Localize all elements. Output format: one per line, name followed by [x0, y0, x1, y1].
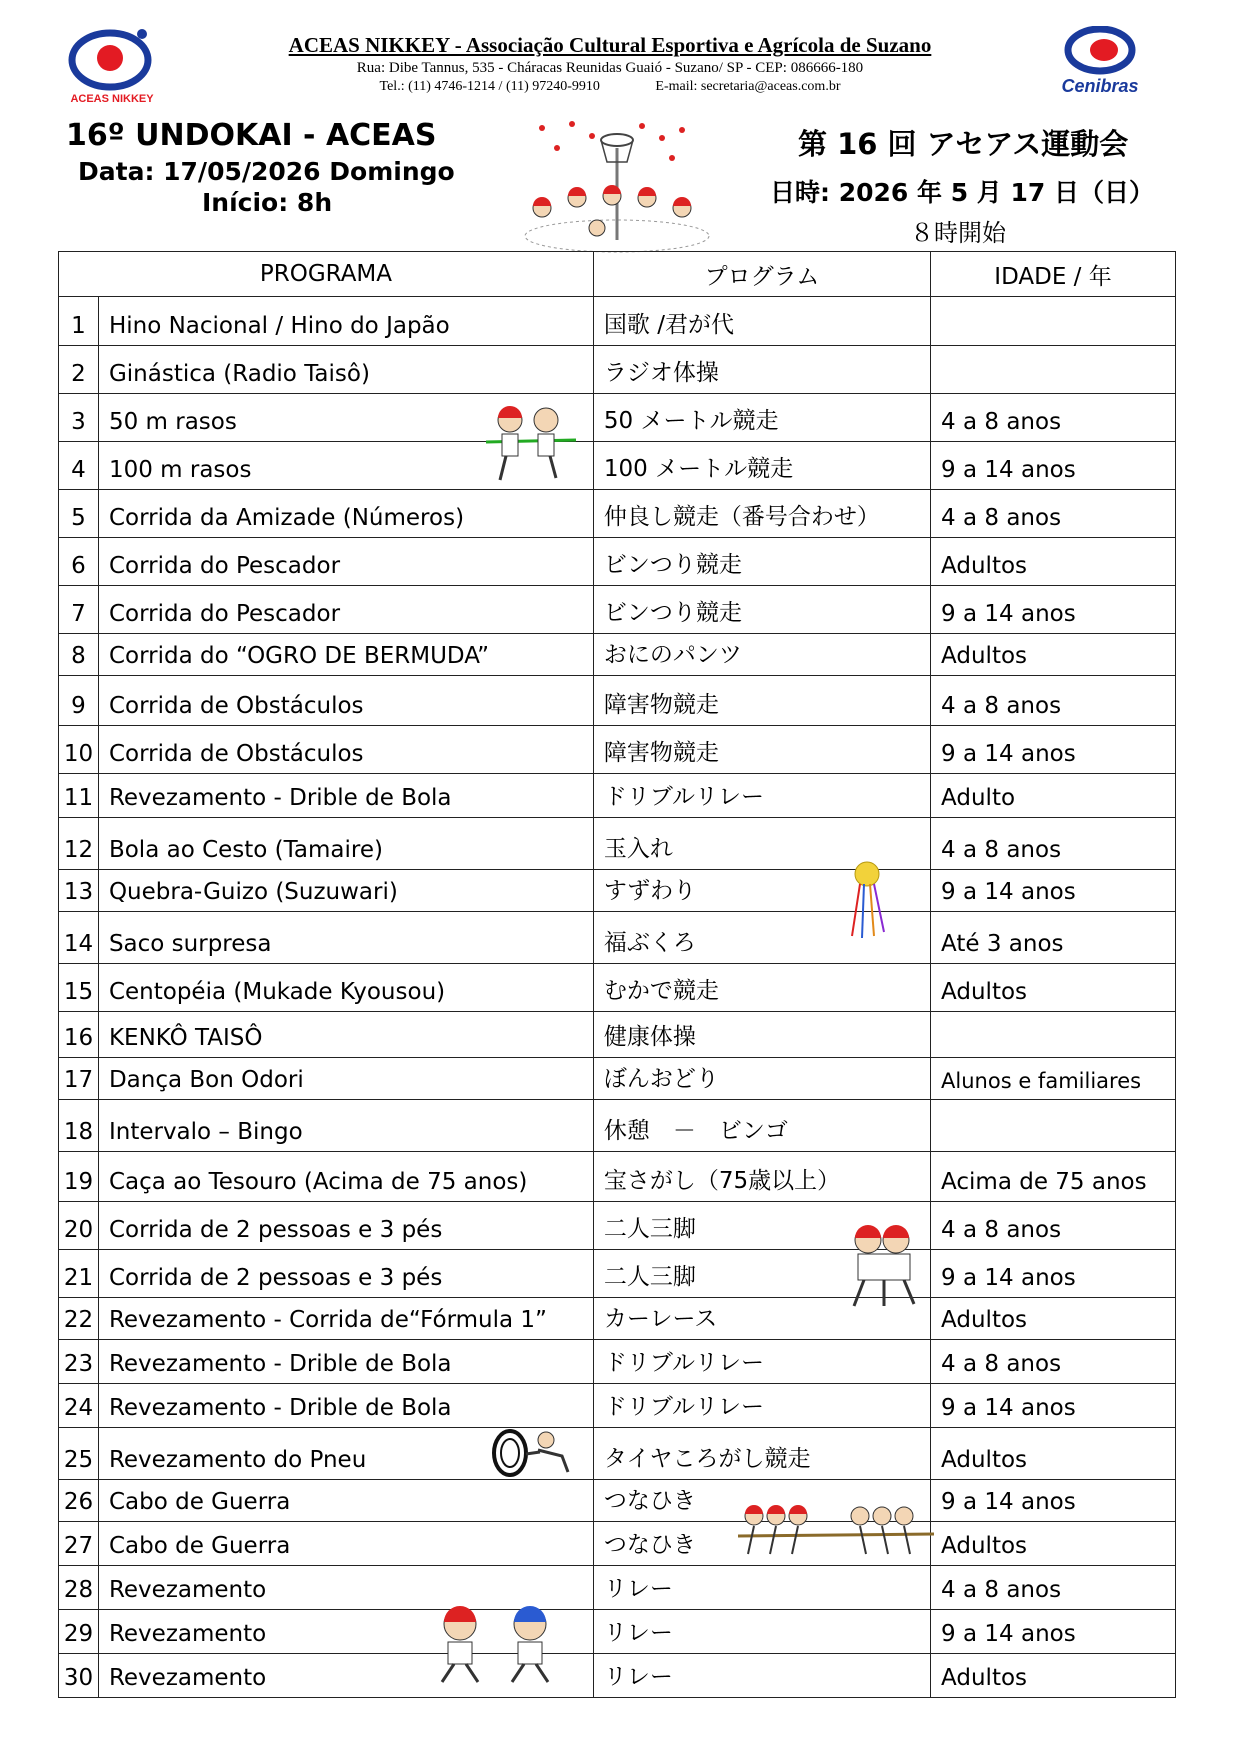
table-row — [59, 1100, 1176, 1152]
row-number: 22 — [59, 1298, 99, 1340]
row-age: 9 a 14 anos — [931, 442, 1176, 490]
row-age — [931, 346, 1176, 394]
table-row — [59, 1250, 1176, 1298]
row-program-pt: Cabo de Guerra — [98, 1522, 593, 1566]
row-program-pt: KENKÔ TAISÔ — [98, 1012, 593, 1058]
table-row — [59, 1522, 1176, 1566]
table-row — [59, 1202, 1176, 1250]
row-age: Alunos e familiares — [931, 1058, 1176, 1100]
row-age: 9 a 14 anos — [931, 586, 1176, 634]
row-age: Adultos — [931, 1654, 1176, 1698]
row-program-jp: ぼんおどり — [593, 1058, 930, 1100]
tire-race-illustration — [490, 1428, 580, 1482]
org-contact — [200, 78, 1020, 96]
table-row — [59, 964, 1176, 1012]
ball-toss-illustration — [512, 118, 722, 258]
event-title-pt — [60, 118, 480, 217]
table-row — [59, 870, 1176, 912]
event-start: Início: 8h — [202, 188, 333, 217]
row-program-jp: 休憩 － ビンゴ — [593, 1100, 930, 1152]
row-program-pt: Revezamento - Drible de Bola — [98, 1384, 593, 1428]
logo-right-text: Cenibras — [1061, 76, 1139, 96]
row-number: 13 — [59, 870, 99, 912]
row-program-pt: Revezamento — [98, 1610, 593, 1654]
row-program-pt: Cabo de Guerra — [98, 1480, 593, 1522]
table-row — [59, 1152, 1176, 1202]
row-program-jp: 50 メートル競走 — [593, 394, 930, 442]
row-program-jp: 二人三脚 — [593, 1250, 930, 1298]
row-age: 4 a 8 anos — [931, 1202, 1176, 1250]
row-program-jp: 玉入れ — [593, 818, 930, 870]
logo-left-text: ACEAS NIKKEY — [70, 93, 154, 105]
row-age: Adultos — [931, 964, 1176, 1012]
row-number: 2 — [59, 346, 99, 394]
table-row — [59, 297, 1176, 346]
row-program-pt: Saco surpresa — [98, 912, 593, 964]
row-program-jp: リレー — [593, 1654, 930, 1698]
row-number: 26 — [59, 1480, 99, 1522]
event-date-japanese: 日時: 2026 年 5 月 17 日（日） — [770, 178, 1154, 207]
event-title-japanese: 第 16 回 アセアス運動会 — [798, 127, 1129, 161]
row-number: 7 — [59, 586, 99, 634]
row-program-pt: Revezamento do Pneu — [98, 1428, 593, 1480]
row-age: Adultos — [931, 1522, 1176, 1566]
row-number: 30 — [59, 1654, 99, 1698]
row-program-jp: リレー — [593, 1610, 930, 1654]
row-age: Adultos — [931, 1428, 1176, 1480]
row-number: 6 — [59, 538, 99, 586]
table-row — [59, 1340, 1176, 1384]
row-program-jp: ビンつり競走 — [593, 586, 930, 634]
event-start-japanese: ８時開始 — [910, 219, 1006, 247]
row-number: 1 — [59, 297, 99, 346]
table-row — [59, 1566, 1176, 1610]
cenibras-logo — [1050, 26, 1150, 98]
row-program-pt: Ginástica (Radio Taisô) — [98, 346, 593, 394]
row-age: 9 a 14 anos — [931, 1250, 1176, 1298]
row-age: Até 3 anos — [931, 912, 1176, 964]
row-program-jp: 健康体操 — [593, 1012, 930, 1058]
table-row — [59, 818, 1176, 870]
row-number: 27 — [59, 1522, 99, 1566]
row-age: Adultos — [931, 538, 1176, 586]
row-program-pt: Caça ao Tesouro (Acima de 75 anos) — [98, 1152, 593, 1202]
table-row — [59, 538, 1176, 586]
row-age — [931, 1012, 1176, 1058]
row-program-pt: Revezamento - Corrida de“Fórmula 1” — [98, 1298, 593, 1340]
table-row — [59, 676, 1176, 726]
row-number: 4 — [59, 442, 99, 490]
row-number: 24 — [59, 1384, 99, 1428]
table-row — [59, 1384, 1176, 1428]
table-row — [59, 634, 1176, 676]
row-age: 9 a 14 anos — [931, 1610, 1176, 1654]
row-program-jp: ドリブルリレー — [593, 774, 930, 818]
tug-of-war-illustration — [738, 1500, 934, 1560]
org-name: ACEAS NIKKEY - Associação Cultural Esportiva e Agrícola de Suzano — [288, 33, 932, 57]
three-legged-race-illustration — [840, 1222, 924, 1314]
row-age: Adultos — [931, 1298, 1176, 1340]
row-program-jp: つなひき — [593, 1480, 930, 1522]
row-program-pt: Corrida de Obstáculos — [98, 676, 593, 726]
table-row — [59, 1654, 1176, 1698]
col-header-program-jp: プログラム — [593, 252, 930, 297]
row-program-jp: 100 メートル競走 — [593, 442, 930, 490]
row-program-jp: ドリブルリレー — [593, 1340, 930, 1384]
row-program-pt: Hino Nacional / Hino do Japão — [98, 297, 593, 346]
row-number: 12 — [59, 818, 99, 870]
table-row — [59, 1298, 1176, 1340]
org-address: Rua: Dibe Tannus, 535 - Cháracas Reunidas Guaió - Suzano/ SP - CEP: 086666-180 — [356, 60, 864, 76]
row-program-jp: リレー — [593, 1566, 930, 1610]
row-program-pt: Corrida de Obstáculos — [98, 726, 593, 774]
row-program-pt: Corrida da Amizade (Números) — [98, 490, 593, 538]
row-program-jp: 福ぶくろ — [593, 912, 930, 964]
row-program-pt: Corrida de 2 pessoas e 3 pés — [98, 1250, 593, 1298]
row-program-pt: Bola ao Cesto (Tamaire) — [98, 818, 593, 870]
row-number: 21 — [59, 1250, 99, 1298]
row-number: 19 — [59, 1152, 99, 1202]
row-age: Adulto — [931, 774, 1176, 818]
row-number: 8 — [59, 634, 99, 676]
row-number: 20 — [59, 1202, 99, 1250]
row-program-pt: Revezamento - Drible de Bola — [98, 1340, 593, 1384]
row-age: 4 a 8 anos — [931, 394, 1176, 442]
aceas-logo — [64, 24, 160, 106]
row-number: 28 — [59, 1566, 99, 1610]
row-program-jp: ドリブルリレー — [593, 1384, 930, 1428]
table-row — [59, 490, 1176, 538]
row-program-pt: Corrida do Pescador — [98, 586, 593, 634]
row-age: 9 a 14 anos — [931, 870, 1176, 912]
org-header — [200, 32, 1020, 96]
row-age: Acima de 75 anos — [931, 1152, 1176, 1202]
row-age — [931, 297, 1176, 346]
row-number: 23 — [59, 1340, 99, 1384]
row-program-jp: カーレース — [593, 1298, 930, 1340]
event-title-jp — [770, 122, 1190, 248]
row-program-jp: ラジオ体操 — [593, 346, 930, 394]
table-row — [59, 394, 1176, 442]
row-program-pt: Revezamento — [98, 1654, 593, 1698]
row-program-pt: Corrida do “OGRO DE BERMUDA” — [98, 634, 593, 676]
program-table — [58, 251, 1176, 1698]
table-header-row — [59, 252, 1176, 297]
row-program-jp: 仲良し競走（番号合わせ） — [593, 490, 930, 538]
row-program-jp: 二人三脚 — [593, 1202, 930, 1250]
row-age: 4 a 8 anos — [931, 676, 1176, 726]
suzuwari-illustration — [842, 860, 892, 944]
row-number: 5 — [59, 490, 99, 538]
row-program-pt: Corrida de 2 pessoas e 3 pés — [98, 1202, 593, 1250]
row-program-pt: Centopéia (Mukade Kyousou) — [98, 964, 593, 1012]
row-program-jp: すずわり — [593, 870, 930, 912]
row-number: 14 — [59, 912, 99, 964]
row-number: 29 — [59, 1610, 99, 1654]
table-row — [59, 1058, 1176, 1100]
row-program-pt: Revezamento — [98, 1566, 593, 1610]
table-row — [59, 1480, 1176, 1522]
row-program-pt: Intervalo – Bingo — [98, 1100, 593, 1152]
row-program-jp: つなひき — [593, 1522, 930, 1566]
table-row — [59, 774, 1176, 818]
table-row — [59, 912, 1176, 964]
row-age: 4 a 8 anos — [931, 1566, 1176, 1610]
row-age — [931, 1100, 1176, 1152]
row-number: 16 — [59, 1012, 99, 1058]
row-age: 9 a 14 anos — [931, 1480, 1176, 1522]
row-age: 9 a 14 anos — [931, 1384, 1176, 1428]
row-number: 25 — [59, 1428, 99, 1480]
row-age: 4 a 8 anos — [931, 818, 1176, 870]
row-program-jp: 国歌 /君が代 — [593, 297, 930, 346]
row-number: 18 — [59, 1100, 99, 1152]
row-program-jp: 障害物競走 — [593, 676, 930, 726]
table-row — [59, 1610, 1176, 1654]
table-row — [59, 346, 1176, 394]
row-number: 15 — [59, 964, 99, 1012]
row-program-pt: Dança Bon Odori — [98, 1058, 593, 1100]
row-program-pt: Revezamento - Drible de Bola — [98, 774, 593, 818]
row-program-jp: むかで競走 — [593, 964, 930, 1012]
row-age: 4 a 8 anos — [931, 490, 1176, 538]
row-age: Adultos — [931, 634, 1176, 676]
org-tel: Tel.: (11) 4746-1214 / (11) 97240-9910 — [379, 79, 600, 94]
row-program-pt: 100 m rasos — [98, 442, 593, 490]
row-program-jp: おにのパンツ — [593, 634, 930, 676]
row-number: 17 — [59, 1058, 99, 1100]
table-row — [59, 1012, 1176, 1058]
row-program-jp: ビンつり競走 — [593, 538, 930, 586]
table-row — [59, 1428, 1176, 1480]
row-program-jp: 障害物競走 — [593, 726, 930, 774]
table-row — [59, 442, 1176, 490]
row-number: 3 — [59, 394, 99, 442]
org-email: E-mail: secretaria@aceas.com.br — [655, 79, 841, 94]
row-number: 10 — [59, 726, 99, 774]
col-header-programa: PROGRAMA — [59, 252, 594, 297]
row-program-jp: タイヤころがし競走 — [593, 1428, 930, 1480]
event-date: Data: 17/05/2026 Domingo — [78, 157, 455, 186]
row-number: 9 — [59, 676, 99, 726]
row-program-pt: Quebra-Guizo (Suzuwari) — [98, 870, 593, 912]
row-program-jp: 宝さがし（75歳以上） — [593, 1152, 930, 1202]
col-header-age: IDADE / 年 — [931, 252, 1176, 297]
event-title: 16º UNDOKAI - ACEAS — [66, 118, 437, 153]
relay-runners-illustration — [420, 1604, 580, 1688]
runners-illustration — [486, 398, 576, 492]
row-program-pt: 50 m rasos — [98, 394, 593, 442]
table-row — [59, 726, 1176, 774]
row-age: 9 a 14 anos — [931, 726, 1176, 774]
row-program-pt: Corrida do Pescador — [98, 538, 593, 586]
row-age: 4 a 8 anos — [931, 1340, 1176, 1384]
table-row — [59, 586, 1176, 634]
row-number: 11 — [59, 774, 99, 818]
